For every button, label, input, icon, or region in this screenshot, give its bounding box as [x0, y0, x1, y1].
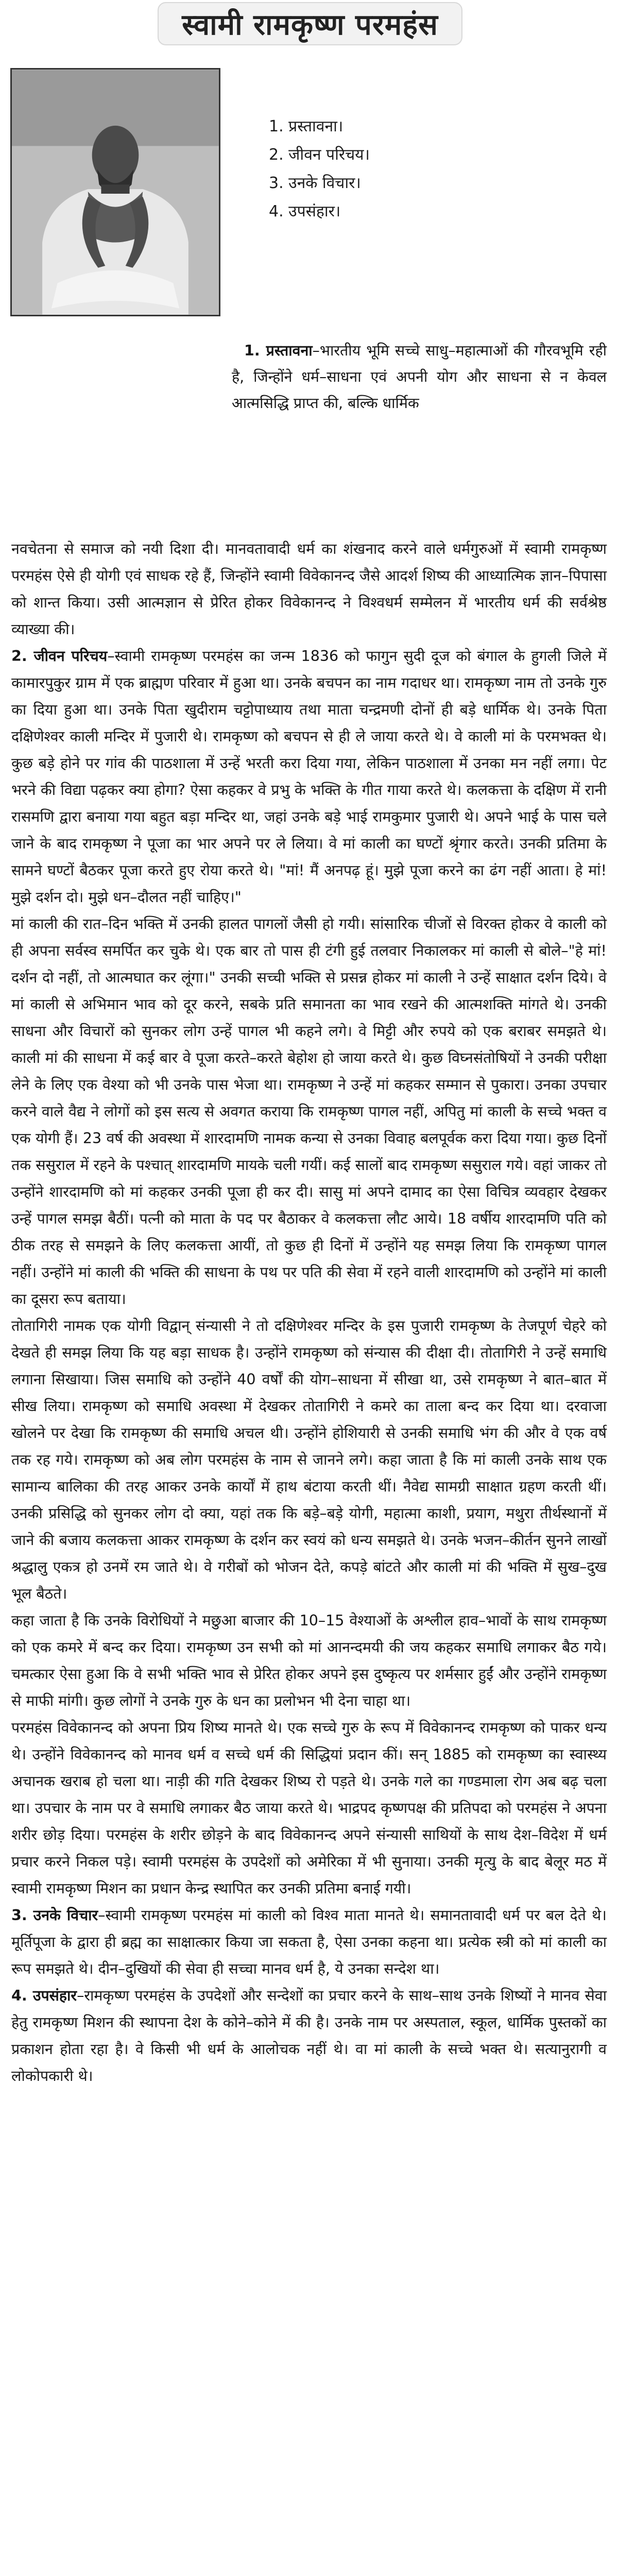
toc-item: 4. उपसंहार। — [269, 202, 341, 221]
life-paragraph-5: परमहंस विवेकानन्द को अपना प्रिय शिष्य मानते थे। एक सच्चे गुरु के रूप में विवेकानन्द रामकृष्ण को पाकर धन्य थे। उन्होंने विवेकानन्द को मानव धर्म व सच्चे धर्म की सिद्धियां प्रदान कीं। सन् 1885 को रामकृष्ण का स्वास्थ्य अचानक खराब हो चला था। नाड़ी की गति देखकर शिष्य रो पड़ते थे। उनके गले का गण्डमाला रोग अब बढ़ चला था। उपचार के नाम पर वे समाधि लगाकर बैठ जाया करते थे। भाद्रपद कृष्णपक्ष की प्रतिपदा को परमहंस ने अपना शरीर छोड़ दिया। परमहंस के शरीर छोड़ने के बाद विवेकानन्द अपने संन्यासी साथियों के साथ देश–विदेश में धर्म प्रचार करने निकल पड़े। स्वामी परमहंस के उपदेशों को अमेरिका में भी सुनाया। उनकी मृत्यु के बाद बेलूर मठ में स्वामी रामकृष्ण मिशन का प्रधान केन्द्र स्थापित कर उनकी प्रतिमा बनाई गयी। — [11, 1719, 607, 1897]
seated-sage-illustration — [12, 70, 219, 315]
intro-text-part1: –भारतीय भूमि सच्चे साधु–महात्माओं की गौरवभूमि रही है, जिन्होंने धर्म–साधना एवं अपनी योग और साधना से न केवल आत्मसिद्धि प्राप्त की, बल्कि धार्मिक — [232, 342, 607, 412]
essay-body — [11, 536, 607, 2090]
title-banner — [158, 2, 462, 45]
conclusion-text: –रामकृष्ण परमहंस के उपदेशों और सन्देशों का प्रचार करने के साथ–साथ उनके शिष्यों ने मानव सेवा हेतु रामकृष्ण मिशन की स्थापना देश के कोने–कोने में की है। उनके नाम पर अस्पताल, स्कूल, धार्मिक पुस्तकों का प्रकाशन होता रहा है। वे किसी भी धर्म के आलोचक नहीं थे। वा मां काली के सच्चे भक्त थे। सत्यानुरागी व लोकोपकारी थे। — [11, 1987, 607, 2084]
intro-section-top — [232, 337, 607, 416]
thoughts-paragraph — [11, 1902, 607, 1982]
thoughts-text: –स्वामी रामकृष्ण परमहंस मां काली को विश्व माता मानते थे। समानतावादी धर्म पर बल देते थे। मूर्तिपूजा के द्वारा ही ब्रह्म का साक्षात्कार किया जा सकता है, ऐसा उनका कहना था। प्रत्येक स्त्री को मां काली का रूप समझते थे। दीन–दुखियों की सेवा ही सच्चा मानव धर्म है, ये उनका सन्देश था। — [11, 1907, 607, 1977]
portrait-photo — [10, 68, 220, 316]
page-title: स्वामी रामकृष्ण परमहंस — [182, 8, 438, 42]
conclusion-heading: 4. उपसंहार — [11, 1987, 77, 2004]
intro-heading: 1. प्रस्तावना — [244, 342, 313, 359]
conclusion-paragraph — [11, 1982, 607, 2090]
toc-item: 3. उनके विचार। — [269, 174, 361, 192]
intro-paragraph-continued: नवचेतना से समाज को नयी दिशा दी। मानवतावादी धर्म का शंखनाद करने वाले धर्मगुरुओं में स्वामी रामकृष्ण परमहंस ऐसे ही योगी एवं साधक रहे हैं, जिन्होंने स्वामी विवेकानन्द जैसे आदर्श शिष्य की आध्यात्मिक ज्ञान–पिपासा को शान्त किया। उसी आत्मज्ञान से प्रेरित होकर विवेकानन्द ने विश्वधर्म सम्मेलन में भारतीय धर्म की सर्वश्रेष्ठ व्याख्या की। — [11, 540, 607, 638]
life-heading: 2. जीवन परिचय — [11, 648, 108, 665]
life-paragraph-2: मां काली की रात–दिन भक्ति में उनकी हालत पागलों जैसी हो गयी। सांसारिक चीजों से विरक्त होकर वे काली को ही अपना सर्वस्व समर्पित कर चुके थे। एक बार तो पास ही टंगी हुई तलवार निकालकर मां काली से बोले–"हे मां! दर्शन दो नहीं, तो आत्मघात कर लूंगा।" उनकी सच्ची भक्ति से प्रसन्न होकर मां काली ने उन्हें साक्षात दर्शन दिये। वे मां काली से अभिमान भाव को दूर करने, सबके प्रति समानता का भाव रखने की आत्मशक्ति मांगते थे। उनकी साधना और विचारों को सुनकर लोग उन्हें पागल भी कहने लगे। वे मिट्टी और रुपये को एक बराबर समझते थे। काली मां की साधना में कई बार वे पूजा करते–करते बेहोश हो जाया करते थे। कुछ विघ्नसंतोषियों ने उनकी परीक्षा लेने के लिए एक वेश्या को भी उनके पास भेजा था। रामकृष्ण ने उन्हें मां कहकर सम्मान से पुकारा। उनका उपचार करने वाले वैद्य ने लोगों को इस सत्य से अवगत कराया कि रामकृष्ण पागल नहीं, अपितु मां काली के सच्चे भक्त व एक योगी हैं। 23 वर्ष की अवस्था में शारदामणि नामक कन्या से उनका विवाह बलपूर्वक करा दिया गया। कुछ दिनों तक ससुराल में रहने के पश्चात् शारदामणि मायके चली गयीं। कई सालों बाद रामकृष्ण ससुराल गये। वहां जाकर तो उन्होंने शारदामणि को मां कहकर उनकी पूजा ही कर दी। सासु मां अपने दामाद का ऐसा विचित्र व्यवहार देखकर उन्हें पागल समझ बैठीं। पत्नी को माता के पद पर बैठाकर वे कलकत्ता लौट आये। 18 वर्षीय शारदामणि पति को ठीक तरह से समझने के लिए कलकत्ता आयीं, तो कुछ ही दिनों में उन्होंने यह समझ लिया कि रामकृष्ण पागल नहीं। उन्होंने मां काली की भक्ति की साधना के पथ पर पति की सेवा में रहने वाली शारदामणि को उन्होंने मां काली का दूसरा रूप बताया। — [11, 916, 607, 1308]
table-of-contents — [269, 112, 370, 226]
intro-paragraph-start — [232, 337, 607, 416]
neck-shape — [101, 184, 129, 194]
life-text-1: –स्वामी रामकृष्ण परमहंस का जन्म 1836 को फागुन सुदी दूज को बंगाल के हुगली जिले में कामारपुकुर ग्राम में एक ब्राह्मण परिवार में हुआ था। उनके बचपन का नाम गदाधर था। रामकृष्ण नाम तो उनके गुरु का दिया हुआ था। उनके पिता खुदीराम चट्टोपाध्याय तथा माता चन्द्रमणी दोनों ही बड़े धार्मिक थे। उनके पिता दक्षिणेश्वर काली मन्दिर में पुजारी थे। रामकृष्ण को बचपन से ही ले जाया करते थे। वे काली मां के परमभक्त थे। कुछ बड़े होने पर गांव की पाठशाला में उन्हें भरती करा दिया गया, लेकिन पाठशाला में उनका मन नहीं लगा। पेट भरने की विद्या पढ़कर क्या होगा? ऐसा कहकर वे प्रभु के भक्ति के गीत गाया करते थे। कलकत्ता के दक्षिण में रानी रासमणि द्वारा बनाया गया बहुत बड़ा मन्दिर था, जहां उनके बड़े भाई रामकुमार पुजारी थे। अपने भाई के पास चले जाने के बाद रामकृष्ण ने पूजा का भार अपने पर ले लिया। वे मां काली का घण्टों श्रृंगार करते। उनकी प्रतिमा के सामने घण्टों बैठकर पूजा करते हुए रोया करते थे। "मां! मैं अनपढ़ हूं। मुझे पूजा करने का ढंग नहीं आता। हे मां! मुझे दर्शन दो। मुझे धन–दौलत नहीं चाहिए।" — [11, 648, 607, 906]
thoughts-heading: 3. उनके विचार — [11, 1907, 98, 1924]
toc-item: 1. प्रस्तावना। — [269, 117, 344, 135]
toc-item: 2. जीवन परिचय। — [269, 146, 370, 164]
life-paragraph-3: तोतागिरी नामक एक योगी विद्वान् संन्यासी ने तो दक्षिणेश्वर मन्दिर के इस पुजारी रामकृष्ण के तेजपूर्ण चेहरे को देखते ही समझ लिया कि यह बड़ा साधक है। उन्होंने रामकृष्ण को संन्यास की दीक्षा दी। तोतागिरी ने उन्हें समाधि लगाना सिखाया। जिस समाधि को उन्होंने 40 वर्षों की योग–साधना में सीखा था, उसे रामकृष्ण ने बात–बात में सीख लिया। रामकृष्ण को समाधि अवस्था में देखकर तोतागिरी ने कमरे का ताला बन्द कर दिया था। दरवाजा खोलने पर देखा कि रामकृष्ण की समाधि अचल थी। उन्होंने होशियारी से उनकी समाधि भंग की और वे एक वर्ष तक रह गये। रामकृष्ण को अब लोग परमहंस के नाम से जानने लगे। कहा जाता है कि मां काली उनके साथ एक सामान्य बालिका की तरह आकर उनके कार्यों में हाथ बंटाया करती थीं। नैवेद्य सामग्री साक्षात ग्रहण करती थीं। उनकी प्रसिद्धि को सुनकर लोग दो क्या, यहां तक कि बड़े–बड़े योगी, महात्मा काशी, प्रयाग, मथुरा तीर्थस्थानों में जाने की बजाय कलकत्ता आकर रामकृष्ण के दर्शन कर स्वयं को धन्य समझते थे। उनके भजन–कीर्तन सुनने लाखों श्रद्धालु एकत्र हो उनमें रम जाते थे। वे गरीबों को भोजन देते, कपड़े बांटते और काली मां की भक्ति में सुख–दुख भूल बैठते। — [11, 1317, 607, 1602]
life-paragraph-1 — [11, 643, 607, 911]
life-paragraph-4: कहा जाता है कि उनके विरोधियों ने मछुआ बाजार की 10–15 वेश्याओं के अश्लील हाव–भावों के साथ रामकृष्ण को एक कमरे में बन्द कर दिया। रामकृष्ण उन सभी को मां आनन्दमयी की जय कहकर समाधि लगाकर बैठ गये। चमत्कार ऐसा हुआ कि वे सभी भक्ति भाव से प्रेरित होकर अपने इस दुष्कृत्य पर शर्मसार हुईं और उन्होंने रामकृष्ण से माफी मांगी। कुछ लोगों ने उनके गुरु के धन का प्रलोभन भी देना चाहा था। — [11, 1612, 607, 1709]
